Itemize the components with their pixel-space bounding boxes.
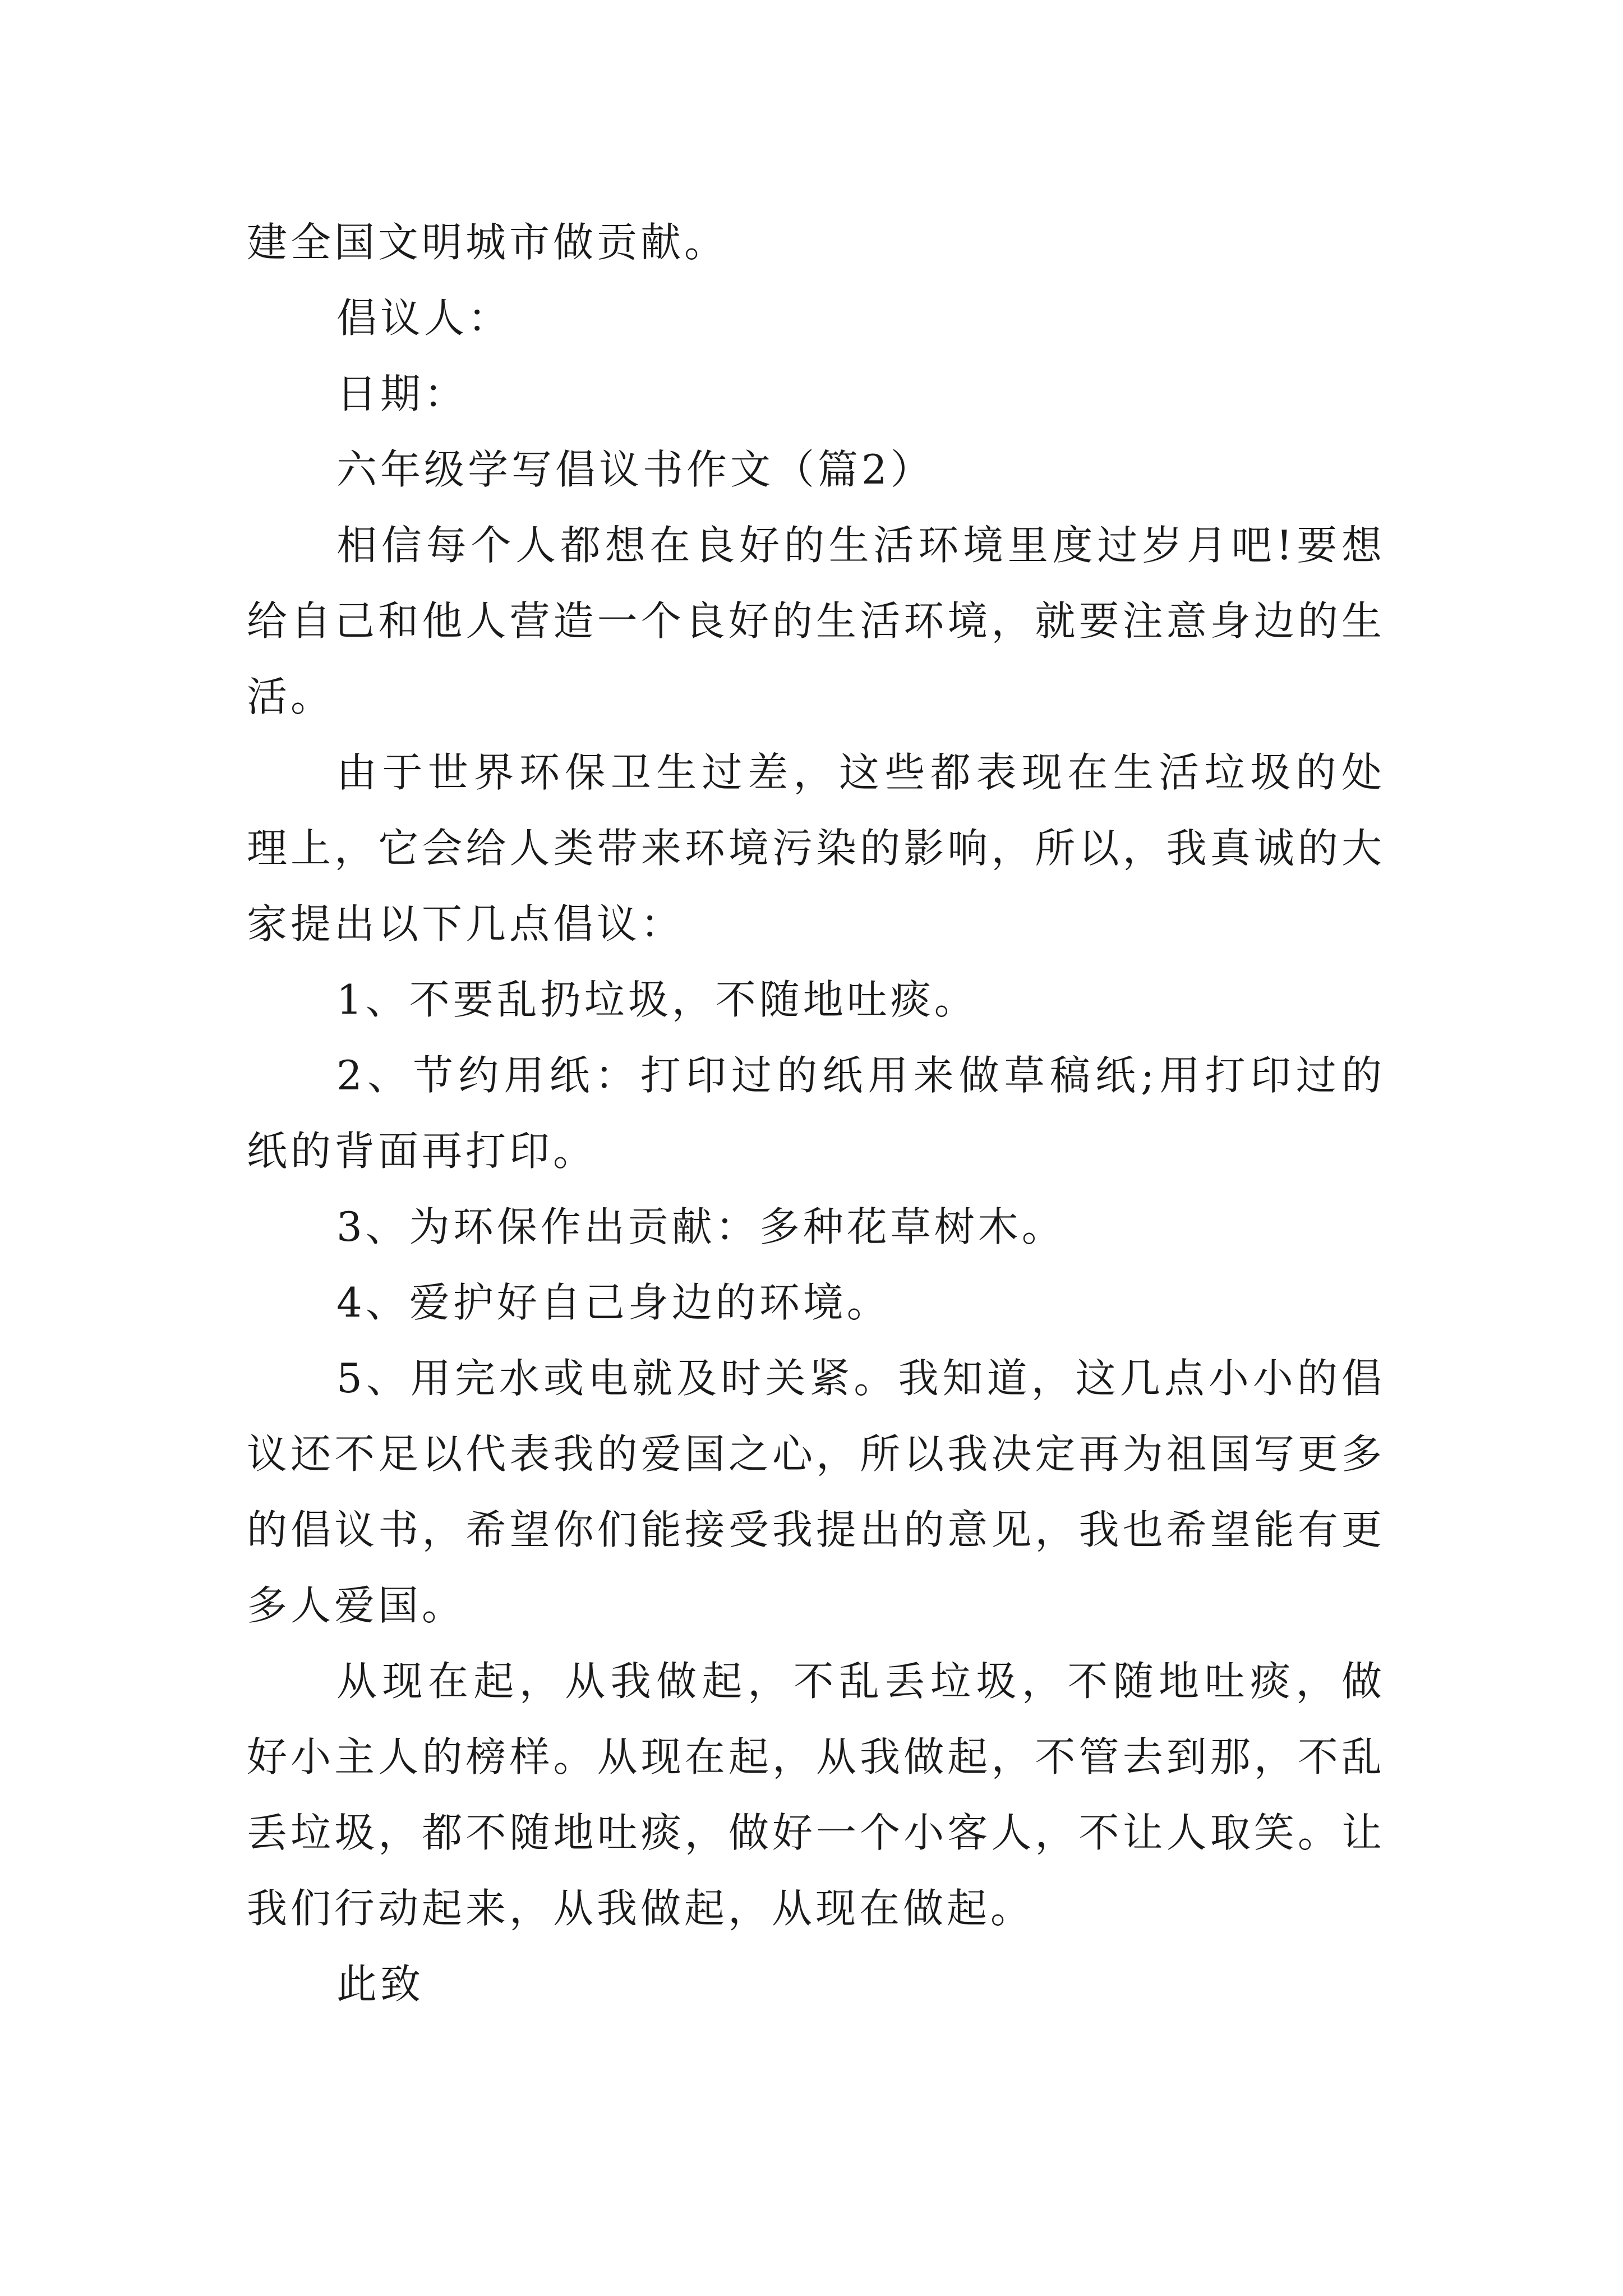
list-item: 2、节约用纸：打印过的纸用来做草稿纸;用打印过的纸的背面再打印。 (247, 1052, 1385, 1175)
list-item: 1、不要乱扔垃圾，不随地吐痰。 (336, 976, 978, 1023)
date-label: 日期： (336, 370, 468, 417)
section-title: 六年级学写倡议书作文（篇2） (336, 446, 934, 493)
list-item: 5、用完水或电就及时关紧。我知道，这几点小小的倡议还不足以代表我的爱国之心，所以我决定再为祖国写更多的倡议书，希望你们能接受我提出的意见，我也希望能有更多人爱国。 (247, 1355, 1385, 1629)
paragraph: 从现在起，从我做起，不乱丢垃圾，不随地吐痰，做好小主人的榜样。从现在起，从我做起，不管去到那，不乱丢垃圾，都不随地吐痰，做好一个小客人，不让人取笑。让我们行动起来，从我做起，从现在做起。 (247, 1658, 1385, 1932)
closing-salutation: 此致 (336, 1961, 425, 2008)
proposer-label: 倡议人： (336, 295, 512, 342)
paragraph: 由于世界环保卫生过差，这些都表现在生活垃圾的处理上，它会给人类带来环境污染的影响，所以，我真诚的大家提出以下几点倡议： (247, 749, 1385, 947)
paragraph: 建全国文明城市做贡献。 (247, 219, 728, 266)
paragraph: 相信每个人都想在良好的生活环境里度过岁月吧!要想给自己和他人营造一个良好的生活环境，就要注意身边的生活。 (247, 522, 1385, 720)
document-body (247, 205, 1385, 2022)
list-item: 3、为环保作出贡献：多种花草树木。 (336, 1203, 1066, 1250)
list-item: 4、爱护好自己身边的环境。 (336, 1279, 891, 1326)
